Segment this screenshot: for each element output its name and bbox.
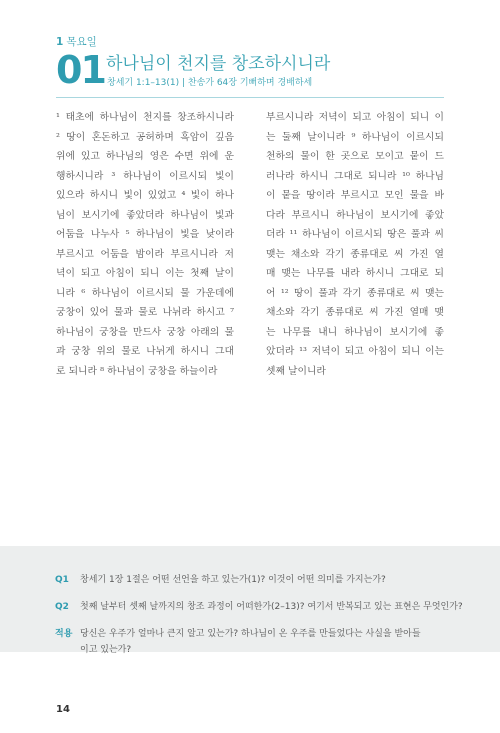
scripture-reference: 창세기 1:1–13(1) | 찬송가 64장 기뻐하며 경배하세 bbox=[107, 78, 313, 88]
passage-line: 행하시니라 ³ 하나님이 이르시되 빛이 bbox=[56, 170, 234, 182]
passage-line: 어 ¹² 땅이 풀과 각기 종류대로 씨 맺는 bbox=[266, 287, 444, 299]
weekday: 목요일 bbox=[66, 36, 97, 48]
passage-line: 로 되니라 ⁸ 하나님이 궁창을 하늘이라 bbox=[56, 365, 218, 377]
passage-line: 다라 부르시니 하나님이 보시기에 좋았 bbox=[266, 209, 444, 221]
application bbox=[55, 626, 421, 639]
passage-line: 채소와 각기 종류대로 씨 가진 열매 맺 bbox=[266, 307, 444, 318]
day-number: 1 bbox=[56, 36, 64, 48]
passage-line: 는 나무를 내니 하나님이 보시기에 좋 bbox=[266, 326, 444, 338]
passage-line: 는 둘째 날이니라 ⁹ 하나님이 이르시되 bbox=[266, 131, 444, 143]
passage-line: 맺는 채소와 각기 종류대로 씨 가진 열 bbox=[266, 248, 444, 260]
passage-line: 어둠을 나누사 ⁵ 하나님이 빛을 낮이라 bbox=[56, 229, 234, 240]
page-title: 하나님이 천지를 창조하시니라 bbox=[106, 54, 331, 74]
passage-line: 궁창이 있어 물과 물로 나뉘라 하시고 ⁷ bbox=[56, 307, 234, 318]
question-2-text: 첫째 날부터 셋째 날까지의 창조 과정이 어떠한가(2–13)? 여기서 반복되고 있는 표현은 무엇인가? bbox=[80, 602, 463, 612]
passage-column-left bbox=[56, 108, 234, 381]
passage-line: 매 맺는 나무를 내라 하시니 그대로 되 bbox=[266, 268, 444, 279]
passage-line: 부르시고 어둠을 밤이라 부르시니라 저 bbox=[56, 248, 234, 260]
passage-line: 았더라 ¹³ 저녁이 되고 아침이 되니 이는 bbox=[266, 346, 444, 357]
question-2 bbox=[55, 599, 463, 612]
passage-line: 녁이 되고 아침이 되니 이는 첫째 날이 bbox=[56, 268, 234, 279]
big-day-number: 01 bbox=[56, 48, 105, 92]
day-label bbox=[56, 34, 444, 49]
passage-line: 러나라 하시니 그대로 되니라 ¹⁰ 하나님 bbox=[266, 170, 444, 182]
passage-line: 위에 있고 하나님의 영은 수면 위에 운 bbox=[56, 151, 234, 162]
question-1-tag: Q1 bbox=[55, 575, 69, 585]
question-1 bbox=[55, 572, 386, 585]
passage-line: 셋째 날이니라 bbox=[266, 365, 326, 377]
application-text-line2: 이고 있는가? bbox=[80, 645, 132, 655]
passage-line: 하나님이 궁창을 만드사 궁창 아래의 물 bbox=[56, 326, 234, 338]
passage-line: 이 뭍을 땅이라 부르시고 모인 물을 바 bbox=[266, 190, 444, 201]
passage-line: ² 땅이 혼돈하고 공허하며 흑암이 깊음 bbox=[56, 131, 234, 143]
passage-line: 부르시니라 저녁이 되고 아침이 되니 이 bbox=[266, 112, 444, 123]
passage-line: 천하의 물이 한 곳으로 모이고 뭍이 드 bbox=[266, 151, 444, 162]
question-2-tag: Q2 bbox=[55, 602, 69, 612]
application-text-line1: 당신은 우주가 얼마나 큰지 알고 있는가? 하나님이 온 우주를 만들었다는 사실을 받아들 bbox=[80, 629, 421, 639]
passage-line: 님이 보시기에 좋았더라 하나님이 빛과 bbox=[56, 209, 234, 221]
question-1-text: 창세기 1장 1절은 어떤 선언을 하고 있는가(1)? 이것이 어떤 의미를 가지는가? bbox=[80, 575, 386, 585]
question-box bbox=[0, 546, 500, 655]
page-number: 14 bbox=[56, 704, 70, 715]
chapter-header bbox=[56, 34, 444, 92]
passage-line: 있으라 하시니 빛이 있었고 ⁴ 빛이 하나 bbox=[56, 190, 234, 201]
passage-line: 더라 ¹¹ 하나님이 이르시되 땅은 풀과 씨 bbox=[266, 229, 444, 240]
passage-line: ¹ 태초에 하나님이 천지를 창조하시니라 bbox=[56, 112, 234, 123]
passage-line: 과 궁창 위의 물로 나뉘게 하시니 그대 bbox=[56, 346, 234, 357]
passage-line: 니라 ⁶ 하나님이 이르시되 물 가운데에 bbox=[56, 287, 234, 299]
application-tag: 적용 bbox=[55, 629, 73, 639]
passage-column-right bbox=[266, 108, 444, 381]
header-divider bbox=[56, 97, 444, 98]
